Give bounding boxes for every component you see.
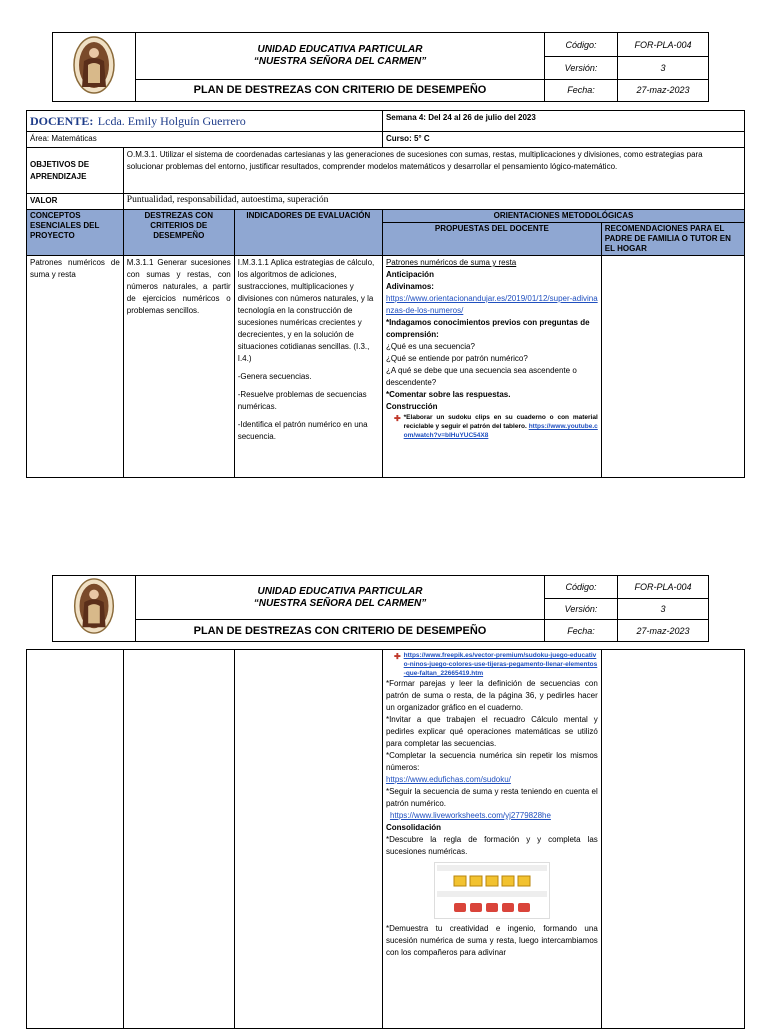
virgin-carmen-logo-icon [72,35,116,95]
indicador-cell [234,256,382,478]
school-name-line2: “NUESTRA SEÑORA DEL CARMEN” [253,55,427,67]
version-label: Versión: [545,598,618,620]
anticipacion-heading: Anticipación [385,270,434,279]
virgin-carmen-logo-icon [72,577,116,635]
area: Área: Matemáticas [27,132,383,148]
telephone-sequence-icon [452,900,532,914]
version-value: 3 [618,57,709,79]
objetivos-label: OBJETIVOS DE APRENDIZAJE [27,148,124,194]
recomendaciones-cell [601,256,744,478]
descubre-regla: *Descubre la regla de formación y y completa las sucesiones numéricas. [385,835,598,856]
pencil-sequence-icon [452,874,532,888]
plan-title: PLAN DE DESTREZAS CON CRITERIO DE DESEMPEÑO [136,79,545,101]
week-range: Semana 4: Del 24 al 26 de julio del 2023 [382,111,744,132]
link-liveworksheets[interactable]: https://www.liveworksheets.com/yj2779828he [389,811,551,820]
recomendaciones-cell-cont [601,650,744,1029]
indicador-2: -Resuelve problemas de secuencias numéricas. [237,390,367,411]
course: Curso: 5° C [382,132,744,148]
consolidacion-heading: Consolidación [385,823,442,832]
link-freepik[interactable]: https://www.freepik.es/vector-premium/sudoku-juego-educativo-ninos-juego-colores-use-tijeras-pegamento-llenar-elementos-que-faltan_22665419.htm [403,652,598,677]
valor-label: VALOR [27,194,124,210]
school-name-line1: UNIDAD EDUCATIVA PARTICULAR [257,585,423,597]
propuestas-cell-cont [382,650,601,1029]
page2-header [52,575,709,642]
pregunta-1: ¿Qué es una secuencia? [385,342,475,351]
concepto-cell: Patrones numéricos de suma y resta [27,256,124,478]
plan-title: PLAN DE DESTREZAS CON CRITERIO DE DESEMPEÑO [136,620,545,642]
code-value: FOR-PLA-004 [618,576,709,599]
sequence-image-1 [434,862,550,919]
code-label: Código: [545,576,618,599]
propuestas-cell [382,256,601,478]
objetivos-text: O.M.3.1. Utilizar el sistema de coordenadas cartesianas y las generaciones de sucesiones con sumas, restas, multiplicaciones y divisiones, como estrategias para solucionar problemas del entorno, justificar resultados, comprender modelos matemáticos y desarrollar el pensamiento lógico-matemático. [123,148,744,194]
indagamos: *Indagamos conocimientos previos con preguntas de comprensión: [385,318,590,339]
construccion-heading: Construcción [385,402,438,411]
version-value: 3 [618,598,709,620]
school-logo [53,33,136,102]
formar-parejas: *Formar parejas y leer la definición de secuencias con patrón de suma o resta, de la página 36, y pedirles hacer un organizador gráfico en el cuaderno. [385,679,598,712]
demuestra-creatividad: *Demuestra tu creatividad e ingenio, formando una sucesión numérica de suma y resta, luego intercambiamos con los compañeros para adivinar [385,924,598,957]
pregunta-3: ¿A qué se debe que una secuencia sea ascendente o descendente? [385,366,577,387]
school-name-line1: UNIDAD EDUCATIVA PARTICULAR [257,43,423,55]
version-label: Versión: [545,57,618,79]
link-edufichas[interactable]: https://www.edufichas.com/sudoku/ [385,775,511,784]
adivinamos: Adivinamos: [385,282,434,291]
link-youtube[interactable]: https://www.youtube.com/watch?v=bIHuYUC54X8 [403,423,598,439]
destreza-cell: M.3.1.1 Generar sucesiones con sumas y restas, con números naturales, a partir de ejercicios numéricos o problemas sencillos. [123,256,234,478]
invitar-calculo: *Invitar a que trabajen el recuadro Cálculo mental y pedirles explicar qué operaciones matemáticas se utilizó para completar las secuencias. [385,715,598,748]
plan-table [26,110,745,478]
page1-header [52,32,709,102]
propuesta-title: Patrones numéricos de suma y resta [385,258,517,267]
indicador-1: -Genera secuencias. [237,372,312,381]
indicador-text: I.M.3.1.1 Aplica estrategias de cálculo, los algoritmos de adiciones, sustracciones, multiplicaciones y divisiones con números naturales, y la tecnología en la construcción de sucesiones numéricas crecientes y decrecientes, y en la solución de situaciones cotidianas sencillas. (I.3., I.4.) [237,258,375,363]
bullet-freepik [394,651,598,678]
destreza-cell-cont [123,650,234,1029]
pin-bullet-icon: ✚ [393,652,401,661]
date-label: Fecha: [545,79,618,101]
pin-bullet-icon: ✚ [393,414,401,423]
col-destrezas: DESTREZAS CON CRITERIOS DE DESEMPEÑO [123,210,234,256]
col-indicadores: INDICADORES DE EVALUACIÓN [234,210,382,256]
pregunta-2: ¿Qué se entiende por patrón numérico? [385,354,528,363]
bullet-sudoku [394,413,598,440]
col-recomendaciones: RECOMENDACIONES PARA EL PADRE DE FAMILIA O TUTOR EN EL HOGAR [601,223,744,256]
school-name-line2: “NUESTRA SEÑORA DEL CARMEN” [253,597,427,609]
col-conceptos: CONCEPTOS ESENCIALES DEL PROYECTO [27,210,124,256]
date-label: Fecha: [545,620,618,642]
indicador-3: -Identifica el patrón numérico en una secuencia. [237,420,368,441]
link-adivinanzas[interactable]: https://www.orientacionandujar.es/2019/01/12/super-adivinanzas-de-los-numeros/ [385,294,598,315]
date-value: 27-maz-2023 [618,620,709,642]
col-orientaciones: ORIENTACIONES METODOLÓGICAS [382,210,744,223]
indicador-cell-cont [234,650,382,1029]
concepto-cell-cont [27,650,124,1029]
valor-text: Puntualidad, responsabilidad, autoestima, superación [123,194,744,210]
code-value: FOR-PLA-004 [618,33,709,57]
school-logo-2 [53,576,136,642]
docente-label: DOCENTE: [30,114,94,128]
code-label: Código: [545,33,618,57]
seguir-secuencia: *Seguir la secuencia de suma y resta teniendo en cuenta el patrón numérico. [385,787,598,808]
comentar: *Comentar sobre las respuestas. [385,390,511,399]
completar-secuencia: *Completar la secuencia numérica sin repetir los mismos números: [385,751,598,772]
plan-table-continued [26,649,745,1029]
col-propuestas: PROPUESTAS DEL DOCENTE [382,223,601,256]
date-value: 27-maz-2023 [618,79,709,101]
docente-name: Lcda. Emily Holguín Guerrero [97,114,246,128]
bullet-text: *Elaborar un sudoku clips en su cuaderno o con material reciclable y seguir el patrón del tablero. [403,414,598,430]
